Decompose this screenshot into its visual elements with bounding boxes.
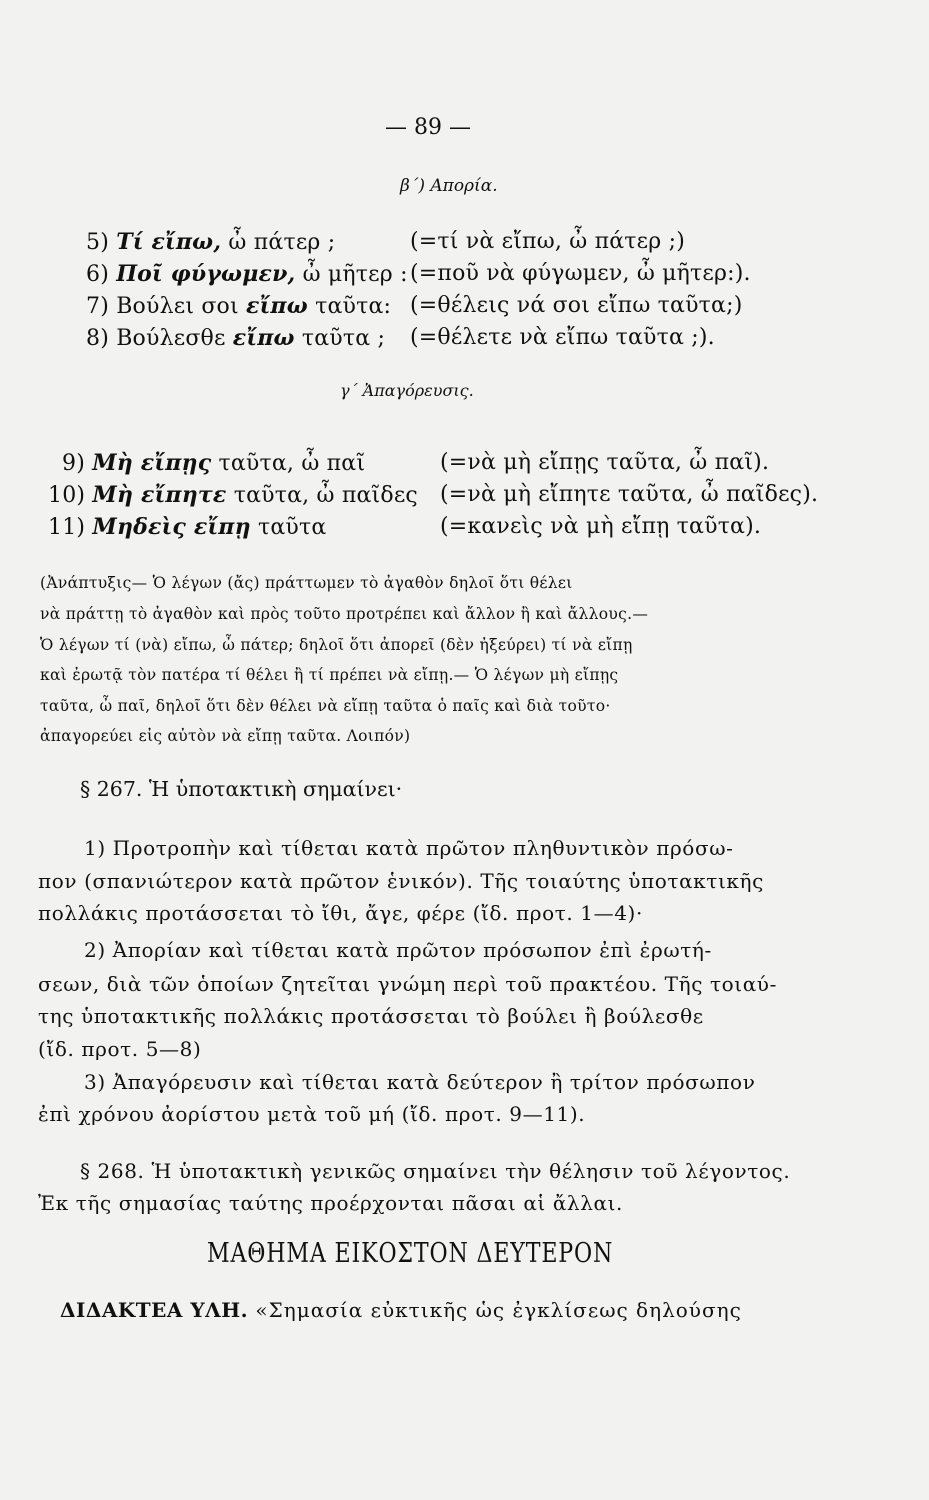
page-number: — 89 — (385, 115, 471, 140)
analysis-line: ἀπαγορεύει εἰς αὐτὸν νὰ εἴπῃ ταῦτα. Λοιπόν) (40, 727, 411, 745)
section-268-line: § 268. Ἡ ὑποτακτικὴ γενικῶς σημαίνει τὴν θέλησιν τοῦ λέγοντος. (80, 1159, 791, 1183)
lesson-material-text: «Σημασία εὐκτικῆς ὡς ἐγκλίσεως δηλούσης (248, 1298, 742, 1322)
section-c-heading: γ΄ Ἀπαγόρευσις. (340, 381, 474, 400)
example-7: 7) Βούλει σοι εἴπω ταῦτα: (86, 293, 392, 319)
example-9-gloss: (=νὰ μὴ εἴπῃς ταῦτα, ὦ παῖ). (440, 450, 770, 475)
paragraph-3-line: ἐπὶ χρόνου ἀορίστου μετὰ τοῦ μή (ἴδ. προτ. 9—11). (38, 1102, 586, 1126)
paragraph-3-line: 3) Ἀπαγόρευσιν καὶ τίθεται κατὰ δεύτερον ἢ τρίτον πρόσωπον (84, 1070, 756, 1094)
section-267-heading: § 267. Ἡ ὑποτακτικὴ σημαίνει· (80, 777, 403, 801)
lesson-material-label: ΔΙΔΑΚΤΕΑ ΥΛΗ. (60, 1298, 249, 1322)
analysis-line: καὶ ἐρωτᾷ τὸν πατέρα τί θέλει ἢ τί πρέπει νὰ εἴπῃ.— Ὁ λέγων μὴ εἴπῃς (40, 666, 619, 684)
example-8: 8) Βούλεσθε εἴπω ταῦτα ; (86, 325, 386, 351)
example-11-gloss: (=κανεὶς νὰ μὴ εἴπῃ ταῦτα). (440, 514, 762, 539)
example-5-gloss: (=τί νὰ εἴπω, ὦ πάτερ ;) (410, 229, 685, 254)
analysis-line: Ὁ λέγων τί (νὰ) εἴπω, ὦ πάτερ; δηλοῖ ὅτι ἀπορεῖ (δὲν ἠξεύρει) τί νὰ εἴπῃ (40, 636, 633, 654)
example-10: 10) Μὴ εἴπητε ταῦτα, ὦ παῖδες (48, 482, 418, 508)
paragraph-2-line: (ἴδ. προτ. 5—8) (38, 1037, 202, 1061)
paragraph-2-line: σεων, διὰ τῶν ὁποίων ζητεῖται γνώμη περὶ τοῦ πρακτέου. Τῆς τοιαύ- (38, 972, 777, 996)
example-8-gloss: (=θέλετε νὰ εἴπω ταῦτα ;). (410, 325, 715, 350)
example-9: 9) Μὴ εἴπῃς ταῦτα, ὦ παῖ (62, 450, 366, 476)
analysis-line: ταῦτα, ὦ παῖ, δηλοῖ ὅτι δὲν θέλει νὰ εἴπῃ ταῦτα ὁ παῖς καὶ διὰ τοῦτο· (40, 697, 611, 715)
example-6: 6) Ποῖ φύγωμεν, ὦ μῆτερ : (86, 261, 408, 287)
paragraph-1-line: πον (σπανιώτερον κατὰ πρῶτον ἑνικόν). Τῆς τοιαύτης ὑποτακτικῆς (38, 869, 764, 893)
paragraph-2-line: 2) Ἀπορίαν καὶ τίθεται κατὰ πρῶτον πρόσωπον ἐπὶ ἐρωτή- (84, 938, 712, 962)
analysis-line: (Ἀνάπτυξις— Ὁ λέγων (ἄς) πράττωμεν τὸ ἀγαθὸν δηλοῖ ὅτι θέλει (40, 574, 573, 592)
section-268-line: Ἐκ τῆς σημασίας ταύτης προέρχονται πᾶσαι αἱ ἄλλαι. (38, 1191, 623, 1215)
example-5: 5) Τί εἴπω, ὦ πάτερ ; (86, 229, 336, 255)
paragraph-1-line: πολλάκις προτάσσεται τὸ ἴθι, ἄγε, φέρε (ἴδ. προτ. 1—4)· (38, 901, 643, 925)
example-10-gloss: (=νὰ μὴ εἴπητε ταῦτα, ὦ παῖδες). (440, 482, 819, 507)
analysis-line: νὰ πράττῃ τὸ ἀγαθὸν καὶ πρὸς τοῦτο προτρέπει καὶ ἄλλον ἢ καὶ ἄλλους.— (40, 605, 649, 623)
example-7-gloss: (=θέλεις νά σοι εἴπω ταῦτα;) (410, 293, 743, 318)
section-b-heading: β΄) Απορία. (400, 176, 498, 196)
lesson-title: ΜΑΘΗΜΑ ΕΙΚΟΣΤΟΝ ΔΕΥΤΕΡΟΝ (207, 1238, 614, 1269)
example-11: 11) Μηδεὶς εἴπῃ ταῦτα (48, 514, 327, 540)
paragraph-1-line: 1) Προτροπὴν καὶ τίθεται κατὰ πρῶτον πληθυντικὸν πρόσω- (84, 836, 734, 860)
lesson-material-line (60, 1298, 742, 1322)
example-6-gloss: (=ποῦ νὰ φύγωμεν, ὦ μῆτερ:). (410, 261, 751, 286)
paragraph-2-line: της ὑποτακτικῆς πολλάκις προτάσσεται τὸ βούλει ἢ βούλεσθε (38, 1004, 704, 1028)
